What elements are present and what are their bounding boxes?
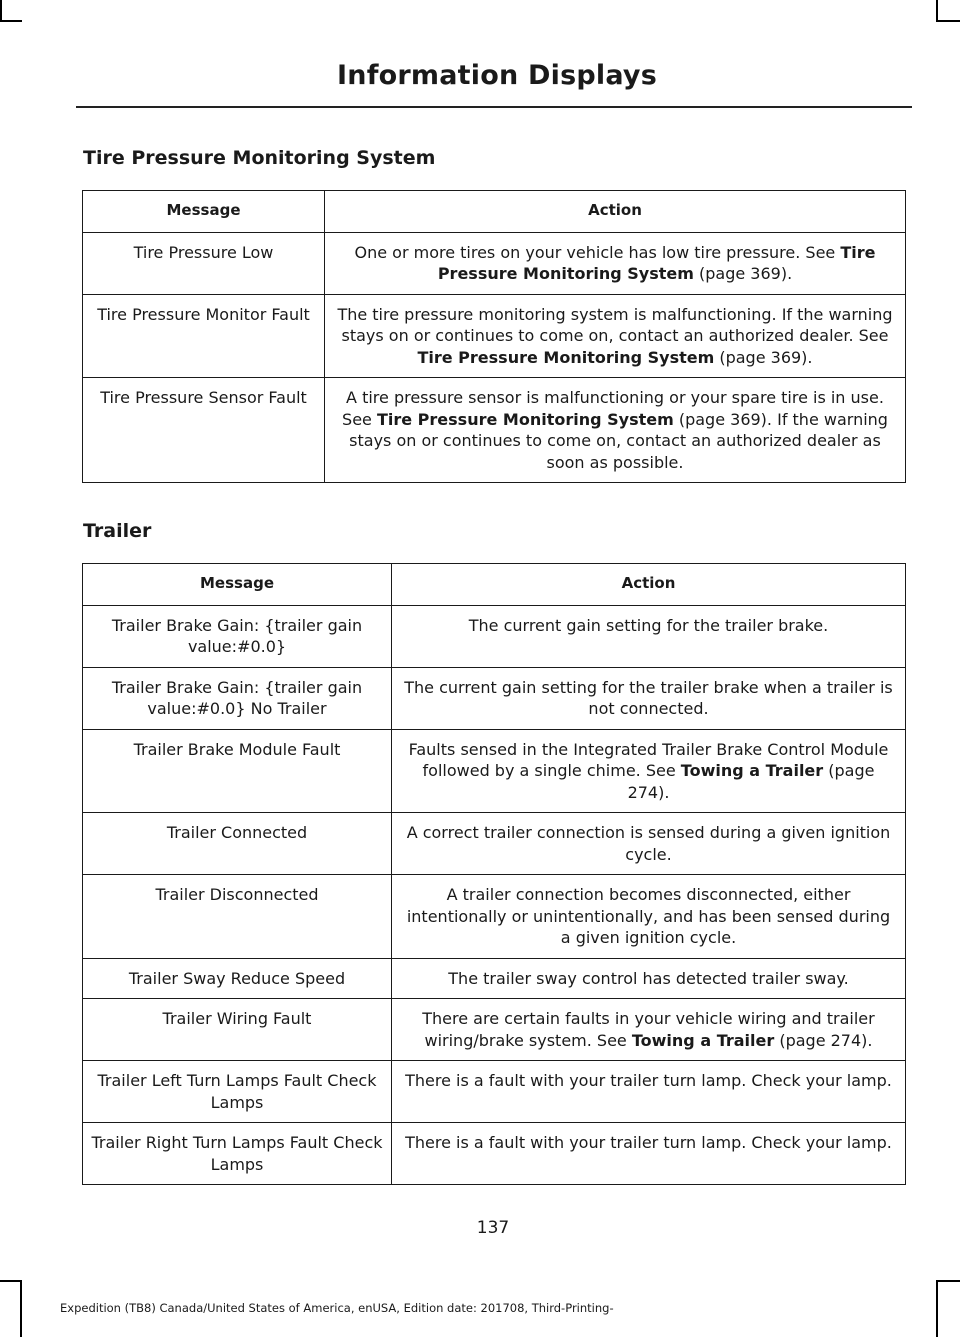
action-cell	[392, 1061, 906, 1123]
column-header-action: Action	[325, 191, 906, 233]
action-text: One or more tires on your vehicle has low tire pressure. See	[354, 242, 841, 262]
message-cell: Tire Pressure Monitor Fault	[83, 294, 325, 378]
action-cell	[392, 999, 906, 1061]
table-row	[83, 294, 906, 378]
table-row	[83, 605, 906, 667]
table-row	[83, 1123, 906, 1185]
table-body	[83, 605, 906, 1185]
page-reference-link: Tire Pressure Monitoring System	[376, 409, 674, 429]
action-text: Faults sensed in the Integrated Trailer Brake Control Module followed by a single chime. See	[408, 739, 889, 780]
page-reference-link: Tire Pressure Monitoring System	[417, 347, 715, 367]
action-cell	[392, 605, 906, 667]
message-cell: Trailer Left Turn Lamps Fault Check Lamps	[83, 1061, 392, 1123]
page-header-title: Information Displays	[337, 60, 657, 91]
page-number: 137	[476, 1218, 510, 1238]
action-cell	[325, 232, 906, 294]
column-header-action: Action	[392, 564, 906, 606]
crop-mark	[936, 0, 938, 22]
table-row	[83, 813, 906, 875]
action-text: The current gain setting for the trailer brake.	[468, 615, 829, 635]
action-text: A correct trailer connection is sensed during a given ignition cycle.	[406, 823, 891, 864]
action-text: There is a fault with your trailer turn lamp. Check your lamp.	[405, 1071, 892, 1090]
crop-mark	[0, 20, 22, 22]
crop-mark	[936, 1280, 960, 1282]
tpms-message-table	[82, 190, 906, 483]
section-title-tpms: Tire Pressure Monitoring System	[83, 147, 436, 169]
table-row	[83, 667, 906, 729]
action-cell	[392, 813, 906, 875]
table-row	[83, 378, 906, 483]
header-divider	[76, 106, 912, 108]
table-header-row	[83, 191, 906, 233]
crop-mark	[936, 20, 960, 22]
action-text: The trailer sway control has detected trailer sway.	[448, 968, 849, 988]
trailer-message-table	[82, 563, 906, 1185]
table-row	[83, 875, 906, 959]
crop-mark	[0, 0, 2, 22]
message-cell: Trailer Brake Gain: {trailer gain value:#0.0}	[83, 605, 392, 667]
action-cell	[392, 875, 906, 959]
message-cell: Trailer Wiring Fault	[83, 999, 392, 1061]
action-cell	[392, 667, 906, 729]
action-text: There are certain faults in your vehicle wiring and trailer wiring/brake system. See	[422, 1009, 875, 1050]
action-cell	[325, 294, 906, 378]
table-body	[83, 232, 906, 483]
page-reference-link: Tire Pressure Monitoring System	[437, 242, 876, 283]
crop-mark	[0, 1280, 22, 1282]
column-header-message: Message	[83, 564, 392, 606]
table-row	[83, 999, 906, 1061]
action-text: (page 369). If the warning stays on or continues to come on, contact an authorized dealer as soon as possible.	[349, 409, 888, 472]
action-cell	[392, 729, 906, 813]
action-text: (page 369).	[693, 264, 793, 283]
action-text: The current gain setting for the trailer brake when a trailer is not connected.	[404, 677, 893, 718]
action-text: (page 369).	[714, 347, 813, 367]
crop-mark	[936, 1280, 938, 1337]
page-reference-link: Towing a Trailer	[631, 1030, 775, 1050]
message-cell: Trailer Connected	[83, 813, 392, 875]
table-row	[83, 232, 906, 294]
crop-mark	[20, 1280, 22, 1337]
action-text: (page 274).	[774, 1030, 873, 1050]
message-cell: Trailer Right Turn Lamps Fault Check Lamps	[83, 1123, 392, 1185]
message-cell: Tire Pressure Sensor Fault	[83, 378, 325, 483]
section-title-trailer: Trailer	[83, 520, 152, 542]
action-cell	[392, 958, 906, 999]
action-text: The tire pressure monitoring system is malfunctioning. If the warning stays on or continues to come on, contact an authorized dealer. See	[337, 304, 893, 345]
table-header-row	[83, 564, 906, 606]
table-row	[83, 729, 906, 813]
message-cell: Trailer Brake Gain: {trailer gain value:#0.0} No Trailer	[83, 667, 392, 729]
message-cell: Tire Pressure Low	[83, 232, 325, 294]
footer-edition-info: Expedition (TB8) Canada/United States of America, enUSA, Edition date: 201708, Third-Printing-	[60, 1301, 614, 1315]
column-header-message: Message	[83, 191, 325, 233]
action-text: There is a fault with your trailer turn lamp. Check your lamp.	[405, 1133, 892, 1152]
page-reference-link: Towing a Trailer	[680, 761, 824, 780]
action-text: (page 274).	[627, 761, 875, 802]
action-text: A tire pressure sensor is malfunctioning or your spare tire is in use. See	[342, 388, 884, 429]
table-row	[83, 1061, 906, 1123]
message-cell: Trailer Disconnected	[83, 875, 392, 959]
message-cell: Trailer Brake Module Fault	[83, 729, 392, 813]
table-row	[83, 958, 906, 999]
action-text: A trailer connection becomes disconnected, either intentionally or unintentionally, and has been sensed during a given ignition cycle.	[406, 885, 891, 947]
action-cell	[325, 378, 906, 483]
message-cell: Trailer Sway Reduce Speed	[83, 958, 392, 999]
action-cell	[392, 1123, 906, 1185]
